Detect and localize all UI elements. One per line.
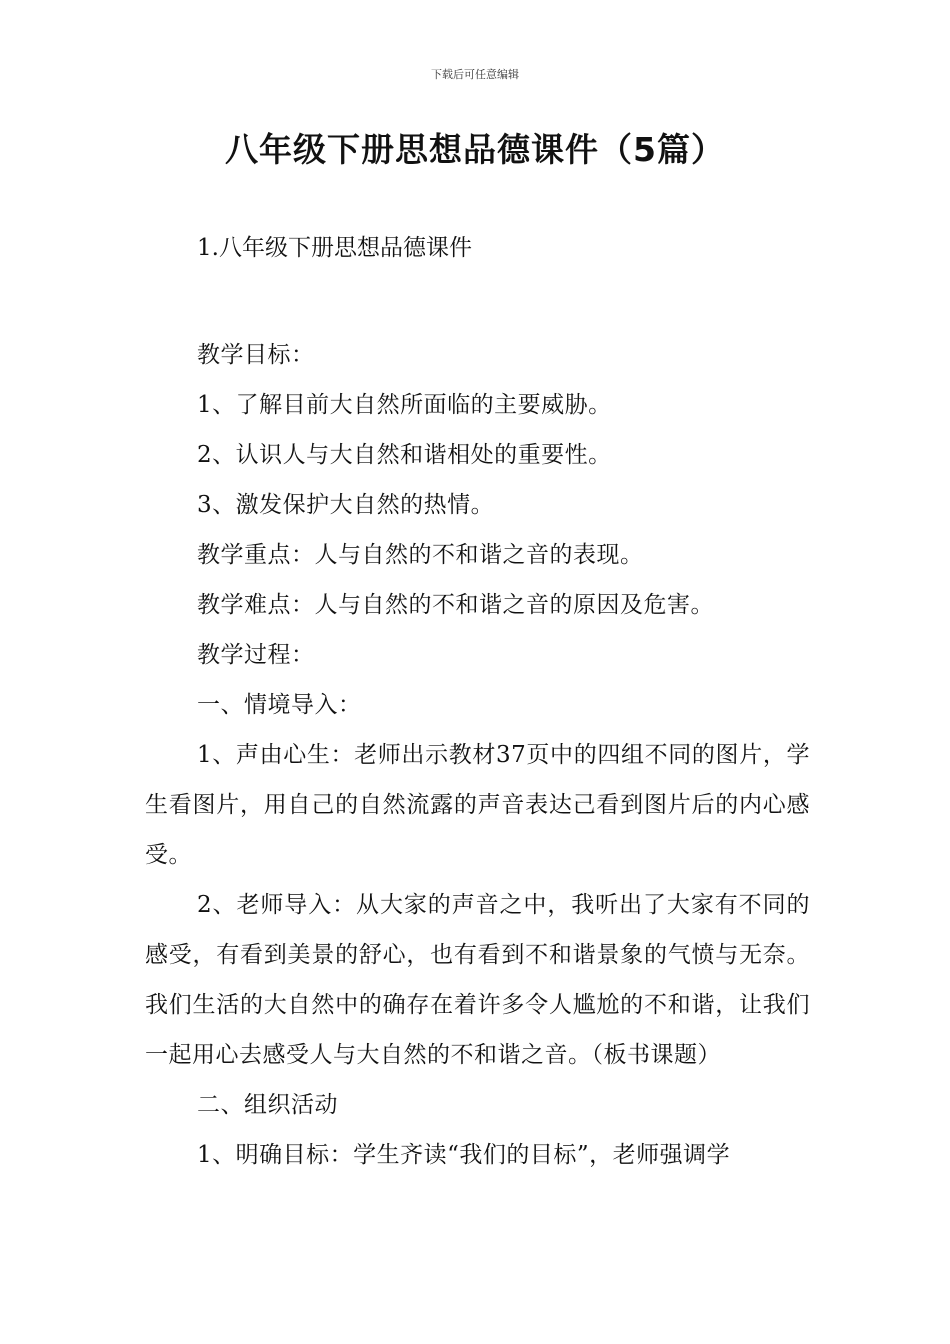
paragraph-goal-1: 1、了解目前大自然所面临的主要威胁。 xyxy=(197,392,612,418)
paragraph-teaching-process: 教学过程： xyxy=(197,642,315,668)
paragraph-clarify-goal: 1、明确目标：学生齐读“我们的目标”，老师强调学 xyxy=(197,1142,731,1168)
section-title: 1.八年级下册思想品德课件 xyxy=(197,235,472,261)
document-title: 八年级下册思想品德课件（5篇） xyxy=(225,130,725,169)
paragraph-teaching-goals: 教学目标： xyxy=(197,342,315,368)
paragraph-organize-activity: 二、组织活动 xyxy=(197,1092,338,1118)
paragraph-step-1: 1、声由心生：老师出示教材37页中的四组不同的图片，学生看图片，用自己的自然流露的声音表达己看到图片后的内心感受。 xyxy=(145,742,810,868)
paragraph-key-point: 教学重点：人与自然的不和谐之音的表现。 xyxy=(197,542,644,568)
paragraph-situation-intro: 一、情境导入： xyxy=(197,692,362,718)
paragraph-step-2: 2、老师导入：从大家的声音之中，我听出了大家有不同的感受，有看到美景的舒心，也有看到不和谐景象的气愤与无奈。我们生活的大自然中的确存在着许多令人尴尬的不和谐，让我们一起用心去感受人与大自然的不和谐之音。（板书课题） xyxy=(145,892,810,1068)
paragraph-difficult-point: 教学难点：人与自然的不和谐之音的原因及危害。 xyxy=(197,592,714,618)
paragraph-goal-2: 2、认识人与大自然和谐相处的重要性。 xyxy=(197,442,612,468)
paragraph-goal-3: 3、激发保护大自然的热情。 xyxy=(197,492,495,518)
header-note: 下载后可任意编辑 xyxy=(431,68,519,81)
document-body xyxy=(145,330,810,1180)
